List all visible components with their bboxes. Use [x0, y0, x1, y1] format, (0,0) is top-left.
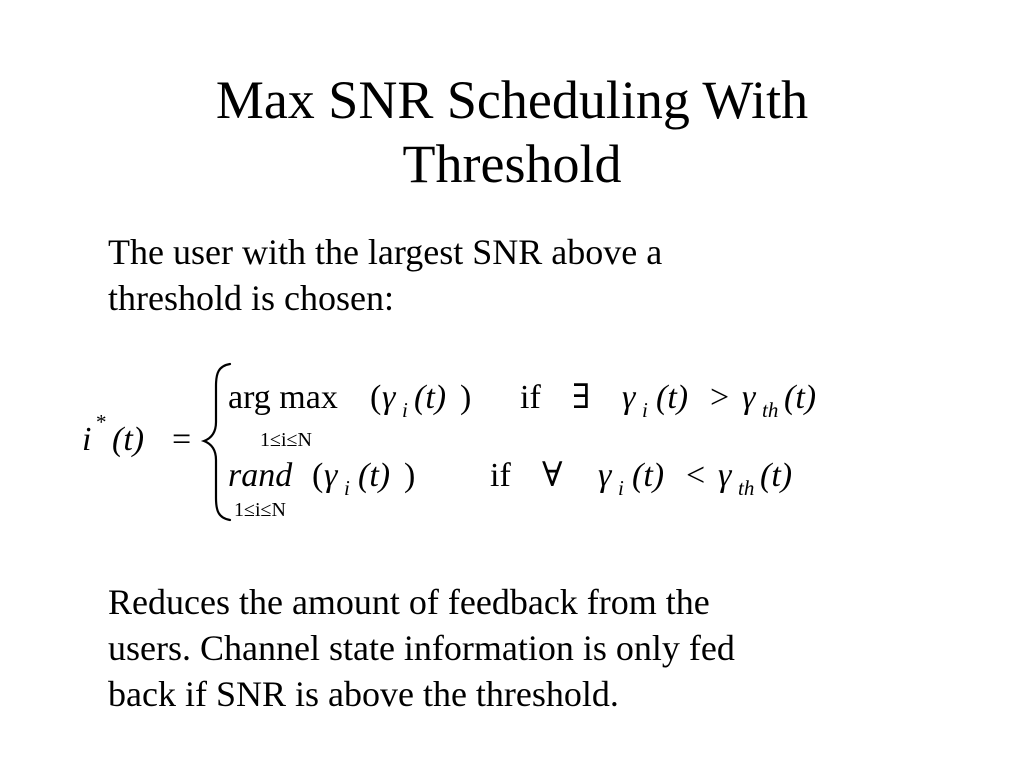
outro-paragraph	[108, 579, 735, 717]
slide-title-line-2: Threshold	[402, 134, 622, 194]
case1-gamma: γ	[382, 379, 396, 416]
outro-line-2: users. Channel state information is only fed	[108, 628, 735, 668]
slide-title-line-1: Max SNR Scheduling With	[215, 70, 809, 130]
case2-if: if	[490, 457, 511, 494]
lhs-superscript: *	[96, 410, 107, 434]
case2-operator: rand	[228, 457, 293, 494]
case1-operator: arg max	[228, 379, 338, 416]
case1-limits: 1≤i≤N	[260, 429, 312, 451]
case1-cond-gamma: γ	[622, 379, 636, 416]
lhs-equals: =	[172, 421, 192, 458]
case1-threshold-gamma: γ	[742, 379, 756, 416]
case2-threshold-t: (t)	[760, 457, 793, 494]
lhs-symbol: i	[82, 421, 92, 458]
case1-close-paren: )	[460, 379, 472, 416]
case2-gamma-sub: i	[344, 476, 350, 500]
case1-arg-t: (t)	[414, 379, 447, 416]
case1-cond-t: (t)	[656, 379, 689, 416]
slide-title	[0, 68, 1024, 196]
intro-line-1: The user with the largest SNR above a	[108, 232, 663, 272]
outro-line-3: back if SNR is above the threshold.	[108, 674, 619, 714]
lhs-argument: (t)	[112, 421, 145, 458]
case2-close-paren: )	[404, 457, 416, 494]
case2-cond-gamma-sub: i	[618, 476, 624, 500]
intro-line-2: threshold is chosen:	[108, 278, 394, 318]
intro-paragraph	[108, 229, 662, 321]
case2-threshold-sub: th	[738, 476, 755, 500]
case1-cond-gamma-sub: i	[642, 398, 648, 422]
case2-arg-t: (t)	[358, 457, 391, 494]
case2-cond-gamma: γ	[598, 457, 612, 494]
greater-than: >	[710, 379, 730, 416]
exists-symbol: ∃	[572, 379, 591, 416]
outro-line-1: Reduces the amount of feedback from the	[108, 582, 710, 622]
case2-limits: 1≤i≤N	[234, 499, 286, 521]
case2-gamma: γ	[324, 457, 338, 494]
case1-gamma-sub: i	[402, 398, 408, 422]
case1-open-paren: (	[370, 379, 382, 416]
case2-threshold-gamma: γ	[718, 457, 732, 494]
case1-threshold-t: (t)	[784, 379, 817, 416]
case2-cond-t: (t)	[632, 457, 665, 494]
case2-open-paren: (	[312, 457, 324, 494]
case1-if: if	[520, 379, 541, 416]
case1-threshold-sub: th	[762, 398, 779, 422]
less-than: <	[686, 457, 706, 494]
scheduling-formula	[78, 358, 878, 528]
forall-symbol: ∀	[542, 457, 563, 494]
